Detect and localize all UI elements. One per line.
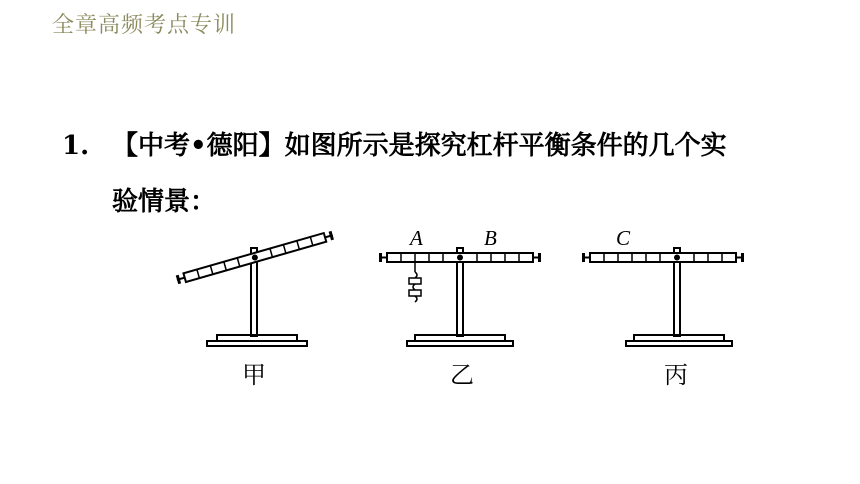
question-stem-line-1: 如图所示是探究杠杆平衡条件的几个实: [284, 131, 727, 161]
point-label-b: B: [484, 226, 497, 250]
lever-figure-jia: [172, 220, 372, 350]
caption-bing: 丙: [664, 361, 688, 389]
section-header: 全章高频考点专训: [52, 13, 237, 38]
point-label-a: A: [410, 226, 423, 250]
question-line-1: [62, 118, 822, 174]
question-number: 1.: [62, 131, 90, 161]
caption-yi: 乙: [450, 361, 474, 389]
question-text: [62, 118, 822, 230]
lever-figure-yi: [375, 220, 555, 350]
question-source: 【中考•德阳】: [112, 131, 285, 161]
lever-figure-bing: [576, 220, 756, 350]
question-stem-line-2: 验情景：: [112, 187, 217, 217]
caption-jia: 甲: [242, 361, 266, 389]
point-label-c: C: [616, 226, 631, 250]
